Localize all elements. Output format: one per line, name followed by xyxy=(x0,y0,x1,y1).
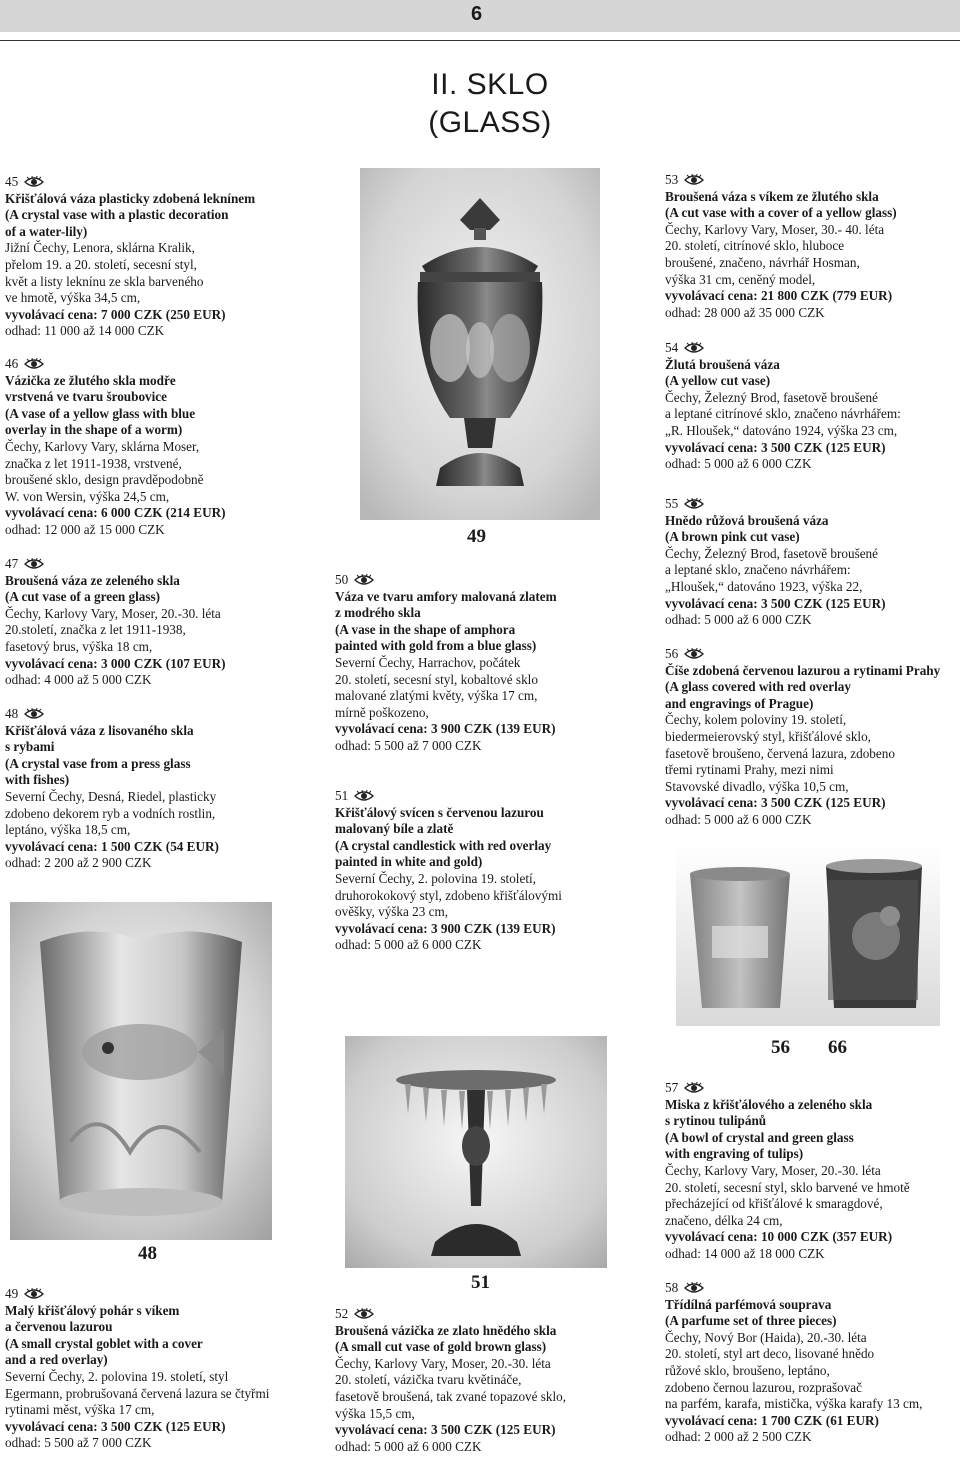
item-title-line: s rybami xyxy=(5,739,55,755)
item-title-line: (A brown pink cut vase) xyxy=(665,529,800,545)
item-detail-line: Čechy, Železný Brod, fasetově broušené xyxy=(665,545,878,561)
item-detail-line: Čechy, Karlovy Vary, sklárna Moser, xyxy=(5,438,200,454)
item-detail-line: odhad: 5 000 až 6 000 CZK xyxy=(665,612,812,628)
item-detail-line: broušené, značeno, návrhář Hosman, xyxy=(665,254,860,270)
item-title-line: vyvolávací cena: 1 700 CZK (61 EUR) xyxy=(665,1412,879,1428)
item-title-line: vyvolávací cena: 7 000 CZK (250 EUR) xyxy=(5,306,226,322)
item-title-line: vyvolávací cena: 3 000 CZK (107 EUR) xyxy=(5,655,226,671)
item-detail-line: Čechy, Karlovy Vary, Moser, 30.- 40. léta xyxy=(665,221,885,237)
item-title-line: Malý křišťálový pohár s víkem xyxy=(5,1302,180,1318)
eye-icon xyxy=(684,174,704,186)
item-detail-line: na parfém, karafa, mistička, výška karafy 13 cm, xyxy=(665,1396,923,1412)
lot-number-row xyxy=(335,572,557,589)
eye-icon xyxy=(684,342,704,354)
item-title-line: (A parfume set of three pieces) xyxy=(665,1313,837,1329)
item-detail-line: odhad: 5 000 až 6 000 CZK xyxy=(665,811,812,827)
item-title-line: and a red overlay) xyxy=(5,1352,108,1368)
catalog-item-53 xyxy=(665,172,897,321)
item-detail-line: Stavovské divadlo, výška 10,5 cm, xyxy=(665,778,849,794)
item-title-line: a červenou lazurou xyxy=(5,1319,113,1335)
item-title-line: vyvolávací cena: 3 900 CZK (139 EUR) xyxy=(335,721,556,737)
lot-number-row xyxy=(665,340,901,357)
item-title-line: vyvolávací cena: 10 000 CZK (357 EUR) xyxy=(665,1229,893,1245)
item-detail-line: biedermeierovský styl, křišťálové sklo, xyxy=(665,728,871,744)
item-detail-line: odhad: 11 000 až 14 000 CZK xyxy=(5,323,165,339)
item-detail-line: zdobeno dekorem ryb a vodních rostlin, xyxy=(5,805,216,821)
photo-label-66: 66 xyxy=(828,1037,847,1058)
eye-icon xyxy=(24,358,44,370)
lot-number: 55 xyxy=(665,496,679,511)
item-detail-line: značeno, délka 24 cm, xyxy=(665,1212,783,1228)
catalog-item-49 xyxy=(5,1286,269,1452)
lot-number: 49 xyxy=(5,1286,19,1301)
catalog-item-50 xyxy=(335,572,557,755)
item-title-line: with engraving of tulips) xyxy=(665,1146,804,1162)
item-detail-line: odhad: 14 000 až 18 000 CZK xyxy=(665,1245,825,1261)
item-title-line: (A small cut vase of gold brown glass) xyxy=(335,1339,547,1355)
item-detail-line: Čechy, Železný Brod, fasetově broušené xyxy=(665,389,878,405)
item-detail-line: Severní Čechy, Harrachov, počátek xyxy=(335,654,521,670)
lot-number-row xyxy=(665,496,886,513)
photo-lot-48-fish-vase xyxy=(10,902,272,1240)
item-detail-line: odhad: 12 000 až 15 000 CZK xyxy=(5,521,165,537)
item-title-line: vyvolávací cena: 3 500 CZK (125 EUR) xyxy=(335,1422,556,1438)
item-title-line: overlay in the shape of a worm) xyxy=(5,422,183,438)
photo-label-49: 49 xyxy=(467,526,486,547)
item-title-line: (A cut vase with a cover of a yellow glass) xyxy=(665,205,897,221)
item-detail-line: třemi rytinami Prahy, mezi nimi xyxy=(665,762,834,778)
item-title-line: vyvolávací cena: 3 900 CZK (139 EUR) xyxy=(335,920,556,936)
lot-number: 50 xyxy=(335,572,349,587)
item-detail-line: fasetově broušená, tak zvané topazové sklo, xyxy=(335,1388,567,1404)
item-title-line: painted with gold from a blue glass) xyxy=(335,638,537,654)
item-title-line: and engravings of Prague) xyxy=(665,695,814,711)
item-title-line: of a water-lily) xyxy=(5,223,88,239)
catalog-item-58 xyxy=(665,1280,922,1446)
item-detail-line: odhad: 5 000 až 6 000 CZK xyxy=(335,1438,482,1454)
item-title-line: (A yellow cut vase) xyxy=(665,373,771,389)
item-detail-line: malované zlatými květy, výška 17 cm, xyxy=(335,688,538,704)
item-detail-line: fasetový brus, výška 18 cm, xyxy=(5,638,153,654)
item-title-line: painted in white and gold) xyxy=(335,854,483,870)
lot-number-row xyxy=(335,788,562,805)
item-detail-line: Čechy, kolem poloviny 19. století, xyxy=(665,712,847,728)
lot-number-row xyxy=(665,1080,910,1097)
item-title-line: Křišťálová váza plasticky zdobená leknínem xyxy=(5,190,256,206)
lot-number: 48 xyxy=(5,706,19,721)
item-detail-line: ověšky, výška 23 cm, xyxy=(335,904,449,920)
catalog-item-47 xyxy=(5,556,226,689)
item-title-line: vyvolávací cena: 3 500 CZK (125 EUR) xyxy=(5,1418,226,1434)
item-detail-line: 20. století, secesní styl, sklo barvené ve hmotě xyxy=(665,1179,910,1195)
lot-number: 45 xyxy=(5,174,19,189)
lot-number: 47 xyxy=(5,556,19,571)
item-title-line: Broušená váza ze zeleného skla xyxy=(5,572,180,588)
item-detail-line: 20.století, značka z let 1911-1938, xyxy=(5,622,186,638)
item-detail-line: W. von Wersin, výška 24,5 cm, xyxy=(5,488,170,504)
lot-number-row xyxy=(665,646,940,663)
item-detail-line: odhad: 2 000 až 2 500 CZK xyxy=(665,1429,812,1445)
item-detail-line: výška 15,5 cm, xyxy=(335,1405,415,1421)
catalog-item-46 xyxy=(5,356,226,539)
item-title-line: (A small crystal goblet with a cover xyxy=(5,1335,203,1351)
eye-icon xyxy=(354,790,374,802)
lot-number: 46 xyxy=(5,356,19,371)
item-detail-line: broušené sklo, design pravděpodobně xyxy=(5,472,204,488)
item-detail-line: Čechy, Karlovy Vary, Moser, 20.-30. léta xyxy=(5,605,221,621)
item-detail-line: výška 31 cm, ceněný model, xyxy=(665,271,816,287)
item-title-line: malovaný bíle a zlatě xyxy=(335,821,454,837)
item-title-line: Váza ve tvaru amfory malovaná zlatem xyxy=(335,588,557,604)
item-title-line: Číše zdobená červenou lazurou a rytinami Prahy xyxy=(665,662,941,678)
item-title-line: vyvolávací cena: 3 500 CZK (125 EUR) xyxy=(665,439,886,455)
section-title-line2: (GLASS) xyxy=(428,106,552,139)
photo-lot-51-candlestick xyxy=(345,1036,607,1268)
catalog-item-56 xyxy=(665,646,940,829)
item-title-line: (A glass covered with red overlay xyxy=(665,679,851,695)
item-title-line: vyvolávací cena: 3 500 CZK (125 EUR) xyxy=(665,795,886,811)
item-detail-line: odhad: 5 500 až 7 000 CZK xyxy=(335,737,482,753)
catalog-item-52 xyxy=(335,1306,566,1455)
lot-number-row xyxy=(665,1280,922,1297)
lot-number-row xyxy=(335,1306,566,1323)
lot-number: 56 xyxy=(665,646,679,661)
lot-number-row xyxy=(5,356,226,373)
item-detail-line: leptáno, výška 18,5 cm, xyxy=(5,822,131,838)
lot-number: 51 xyxy=(335,788,349,803)
item-title-line: (A cut vase of a green glass) xyxy=(5,589,161,605)
photo-lot-56-66-tumblers xyxy=(676,846,940,1026)
eye-icon xyxy=(684,648,704,660)
catalog-item-54 xyxy=(665,340,901,473)
item-detail-line: mírně poškozeno, xyxy=(335,704,429,720)
item-title-line: Broušená váza s víkem ze žlutého skla xyxy=(665,188,879,204)
item-detail-line: rytinami měst, výška 17 cm, xyxy=(5,1402,155,1418)
item-title-line: vyvolávací cena: 1 500 CZK (54 EUR) xyxy=(5,838,219,854)
item-detail-line: a leptané citrínové sklo, značeno návrhářem: xyxy=(665,406,901,422)
photo-lot-49-goblet xyxy=(360,168,600,520)
item-title-line: (A crystal vase from a press glass xyxy=(5,755,191,771)
item-detail-line: Severní Čechy, 2. polovina 19. století, xyxy=(335,870,536,886)
item-detail-line: a leptané sklo, značeno návrhářem: xyxy=(665,562,851,578)
eye-icon xyxy=(684,1282,704,1294)
eye-icon xyxy=(24,558,44,570)
item-title-line: (A crystal vase with a plastic decoration xyxy=(5,207,229,223)
item-title-line: vyvolávací cena: 6 000 CZK (214 EUR) xyxy=(5,505,226,521)
item-detail-line: růžové sklo, broušeno, leptáno, xyxy=(665,1362,830,1378)
item-detail-line: 20. století, styl art deco, lisované hnědo xyxy=(665,1346,875,1362)
item-detail-line: značka z let 1911-1938, vrstvené, xyxy=(5,455,182,471)
item-detail-line: zdobeno černou lazurou, rozprašovač xyxy=(665,1379,862,1395)
section-title xyxy=(370,66,610,142)
item-detail-line: květ a listy leknínu ze skla barveného xyxy=(5,273,204,289)
item-title-line: s rytinou tulipánů xyxy=(665,1113,767,1129)
item-detail-line: „R. Hloušek,“ datováno 1924, výška 23 cm, xyxy=(665,422,898,438)
item-title-line: vyvolávací cena: 3 500 CZK (125 EUR) xyxy=(665,595,886,611)
photo-label-51: 51 xyxy=(471,1272,490,1293)
item-detail-line: přelom 19. a 20. století, secesní styl, xyxy=(5,256,197,272)
item-title-line: (A vase of a yellow glass with blue xyxy=(5,405,196,421)
item-detail-line: odhad: 5 500 až 7 000 CZK xyxy=(5,1435,152,1451)
item-detail-line: Severní Čechy, Desná, Riedel, plasticky xyxy=(5,788,217,804)
item-title-line: Žlutá broušená váza xyxy=(665,356,780,372)
item-detail-line: Jižní Čechy, Lenora, sklárna Kralik, xyxy=(5,240,195,256)
item-detail-line: „Hloušek,“ datováno 1923, výška 22, xyxy=(665,578,863,594)
item-detail-line: Čechy, Nový Bor (Haida), 20.-30. léta xyxy=(665,1329,867,1345)
lot-number-row xyxy=(665,172,897,189)
item-detail-line: odhad: 28 000 až 35 000 CZK xyxy=(665,304,825,320)
eye-icon xyxy=(354,574,374,586)
eye-icon xyxy=(684,498,704,510)
item-detail-line: fasetově broušeno, červená lazura, zdobeno xyxy=(665,745,895,761)
item-title-line: Vázička ze žlutého skla modře xyxy=(5,372,176,388)
item-detail-line: odhad: 4 000 až 5 000 CZK xyxy=(5,672,152,688)
catalog-item-45 xyxy=(5,174,255,340)
item-detail-line: 20. století, vázička tvaru květináče, xyxy=(335,1372,522,1388)
item-title-line: Miska z křišťálového a zeleného skla xyxy=(665,1096,873,1112)
item-detail-line: druhorokokový styl, zdobeno křišťálovými xyxy=(335,887,562,903)
item-title-line: z modrého skla xyxy=(335,605,421,621)
item-detail-line: odhad: 5 000 až 6 000 CZK xyxy=(665,456,812,472)
eye-icon xyxy=(24,708,44,720)
item-title-line: Křišťálový svícen s červenou lazurou xyxy=(335,804,544,820)
item-title-line: Hnědo růžová broušená váza xyxy=(665,512,829,528)
item-detail-line: odhad: 2 200 až 2 900 CZK xyxy=(5,855,152,871)
photo-label-48: 48 xyxy=(138,1243,157,1264)
item-detail-line: Severní Čechy, 2. polovina 19. století, styl xyxy=(5,1368,229,1384)
item-title-line: (A vase in the shape of amphora xyxy=(335,621,516,637)
item-detail-line: odhad: 5 000 až 6 000 CZK xyxy=(335,937,482,953)
item-title-line: (A bowl of crystal and green glass xyxy=(665,1129,854,1145)
item-detail-line: Čechy, Karlovy Vary, Moser, 20.-30. léta xyxy=(665,1162,881,1178)
lot-number-row xyxy=(5,1286,269,1303)
catalog-item-57 xyxy=(665,1080,910,1263)
lot-number: 58 xyxy=(665,1280,679,1295)
item-detail-line: přecházející od křišťálové k smaragdové, xyxy=(665,1196,883,1212)
eye-icon xyxy=(24,176,44,188)
item-detail-line: 20. století, secesní styl, kobaltové sklo xyxy=(335,671,538,687)
item-title-line: with fishes) xyxy=(5,772,70,788)
lot-number-row xyxy=(5,174,255,191)
item-title-line: Křišťálová váza z lisovaného skla xyxy=(5,722,194,738)
header-rule xyxy=(0,40,960,41)
eye-icon xyxy=(24,1288,44,1300)
page-number: 6 xyxy=(471,3,483,25)
eye-icon xyxy=(684,1082,704,1094)
item-title-line: (A crystal candlestick with red overlay xyxy=(335,837,552,853)
section-title-line1: II. SKLO xyxy=(431,68,549,101)
item-title-line: vyvolávací cena: 21 800 CZK (779 EUR) xyxy=(665,288,893,304)
item-title-line: Třídílná parfémová souprava xyxy=(665,1296,832,1312)
item-title-line: Broušená vázička ze zlato hnědého skla xyxy=(335,1322,557,1338)
eye-icon xyxy=(354,1308,374,1320)
lot-number-row xyxy=(5,706,219,723)
lot-number-row xyxy=(5,556,226,573)
photo-label-56: 56 xyxy=(771,1037,790,1058)
lot-number: 53 xyxy=(665,172,679,187)
lot-number: 54 xyxy=(665,340,679,355)
catalog-item-51 xyxy=(335,788,562,954)
item-detail-line: ve hmotě, výška 34,5 cm, xyxy=(5,290,141,306)
item-title-line: vrstvená ve tvaru šroubovice xyxy=(5,389,168,405)
catalog-item-55 xyxy=(665,496,886,629)
item-detail-line: 20. století, citrínové sklo, hluboce xyxy=(665,238,845,254)
item-detail-line: Egermann, probrušovaná červená lazura se čtyřmi xyxy=(5,1385,270,1401)
lot-number: 52 xyxy=(335,1306,349,1321)
item-detail-line: Čechy, Karlovy Vary, Moser, 20.-30. léta xyxy=(335,1355,551,1371)
lot-number: 57 xyxy=(665,1080,679,1095)
catalog-item-48 xyxy=(5,706,219,872)
